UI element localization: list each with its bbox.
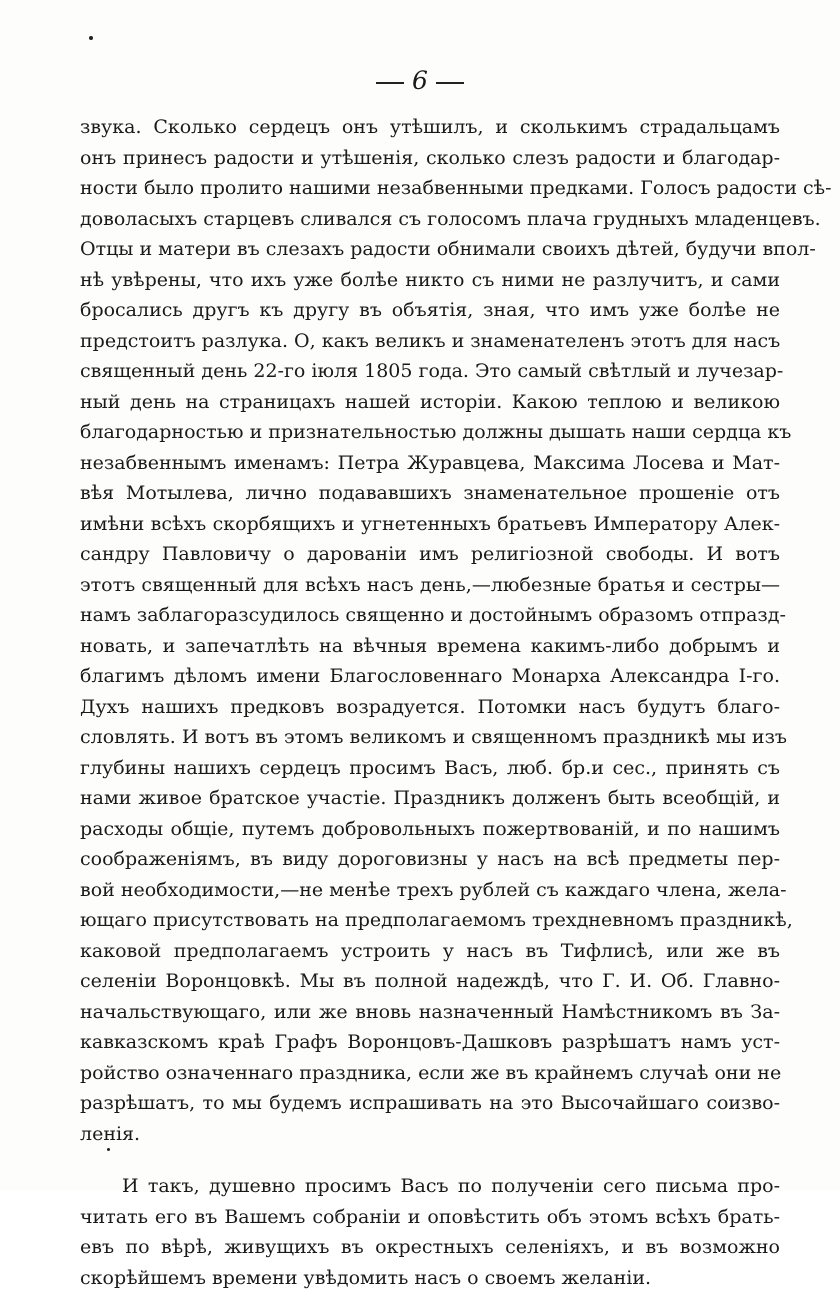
text-line: онъ принесъ радости и утѣшенія, сколько слезъ радости и благодар- [80,143,780,174]
text-line: вѣя Мотылева, лично подававшихъ знаменательное прошеніе отъ [80,478,780,509]
text-line: соображеніямъ, въ виду дороговизны у насъ на всѣ предметы пер- [80,844,780,875]
text-line: глубины нашихъ сердецъ просимъ Васъ, люб. бр.и сес., принять съ [80,753,780,784]
text-line: кавказскомъ краѣ Графъ Воронцовъ-Дашковъ разрѣшатъ намъ уст- [80,1027,780,1058]
text-line: бросались другъ къ другу въ объятія, зная, что имъ уже болѣе не [80,295,780,326]
text-line: читать его въ Вашемъ собраніи и оповѣстить объ этомъ всѣхъ брать- [80,1202,780,1233]
page-number [0,66,840,95]
text-line: ющаго присутствовать на предполагаемомъ трехдневномъ праздникѣ, [80,905,780,936]
text-line: незабвеннымъ именамъ: Петра Журавцева, Максима Лосева и Мат- [80,448,780,479]
text-line: ройство означеннаго праздника, если же въ крайнемъ случаѣ они не [80,1058,780,1089]
text-line: евъ по вѣрѣ, живущихъ въ окрестныхъ селеніяхъ, и въ возможно [80,1232,780,1263]
ink-speck [107,1148,110,1151]
text-line: предстоитъ разлука. О, какъ великъ и знаменателенъ этотъ для насъ [80,326,780,357]
text-line: словлять. И вотъ въ этомъ великомъ и священномъ праздникѣ мы изъ [80,722,780,753]
text-line: вой необходимости,—не менѣе трехъ рублей съ каждаго члена, жела- [80,875,780,906]
text-line: ный день на страницахъ нашей исторіи. Какою теплою и великою [80,387,780,418]
text-line: нѣ увѣрены, что ихъ уже болѣе никто съ ними не разлучитъ, и сами [80,265,780,296]
text-line: звука. Сколько сердецъ онъ утѣшилъ, и сколькимъ страдальцамъ [80,112,780,143]
text-line: расходы общіе, путемъ добровольныхъ пожертвованій, и по нашимъ [80,814,780,845]
text-line: доволасыхъ старцевъ сливался съ голосомъ плача грудныхъ младенцевъ. [80,204,780,235]
ink-speck [89,36,93,40]
text-line: нами живое братское участіе. Праздникъ долженъ быть всеобщій, и [80,783,780,814]
text-line: селеніи Воронцовкѣ. Мы въ полной надеждѣ, что Г. И. Об. Главно- [80,966,780,997]
text-line: имѣни всѣхъ скорбящихъ и угнетенныхъ братьевъ Императору Алек- [80,509,780,540]
text-line: скорѣйшемъ времени увѣдомить насъ о своемъ желаніи. [80,1263,780,1293]
text-line: И такъ, душевно просимъ Васъ по полученіи сего письма про- [80,1171,780,1202]
text-line: каковой предполагаемъ устроить у насъ въ Тифлисѣ, или же въ [80,936,780,967]
text-line: ности было пролито нашими незабвенными предками. Голосъ радости сѣ- [80,173,780,204]
page-number-dash-right [436,82,464,84]
paragraph-gap [80,1149,780,1171]
page-number-dash-left [376,82,404,84]
text-line: этотъ священный для всѣхъ насъ день,—любезные братья и сестры— [80,570,780,601]
text-line: сандру Павловичу о дарованіи имъ религіозной свободы. И вотъ [80,539,780,570]
text-line: намъ заблагоразсудилось священно и достойнымъ образомъ отпразд- [80,600,780,631]
text-line: благимъ дѣломъ имени Благословеннаго Монарха Александра I-го. [80,661,780,692]
text-line: начальствующаго, или же вновь назначенный Намѣстникомъ въ За- [80,997,780,1028]
text-line: Отцы и матери въ слезахъ радости обнимали своихъ дѣтей, будучи впол- [80,234,780,265]
text-line: разрѣшатъ, то мы будемъ испрашивать на это Высочайшаго соизво- [80,1088,780,1119]
paragraph-2 [80,1171,780,1293]
text-line: священный день 22-го іюля 1805 года. Это самый свѣтлый и лучезар- [80,356,780,387]
body-text [80,112,780,1293]
text-line: ленія. [80,1119,780,1150]
text-line: благодарностью и признательностью должны дышать наши сердца къ [80,417,780,448]
page-number-value: 6 [412,66,428,95]
paragraph-1 [80,112,780,1149]
text-line: Духъ нашихъ предковъ возрадуется. Потомки насъ будутъ благо- [80,692,780,723]
text-line: новать, и запечатлѣть на вѣчныя времена какимъ-либо добрымъ и [80,631,780,662]
